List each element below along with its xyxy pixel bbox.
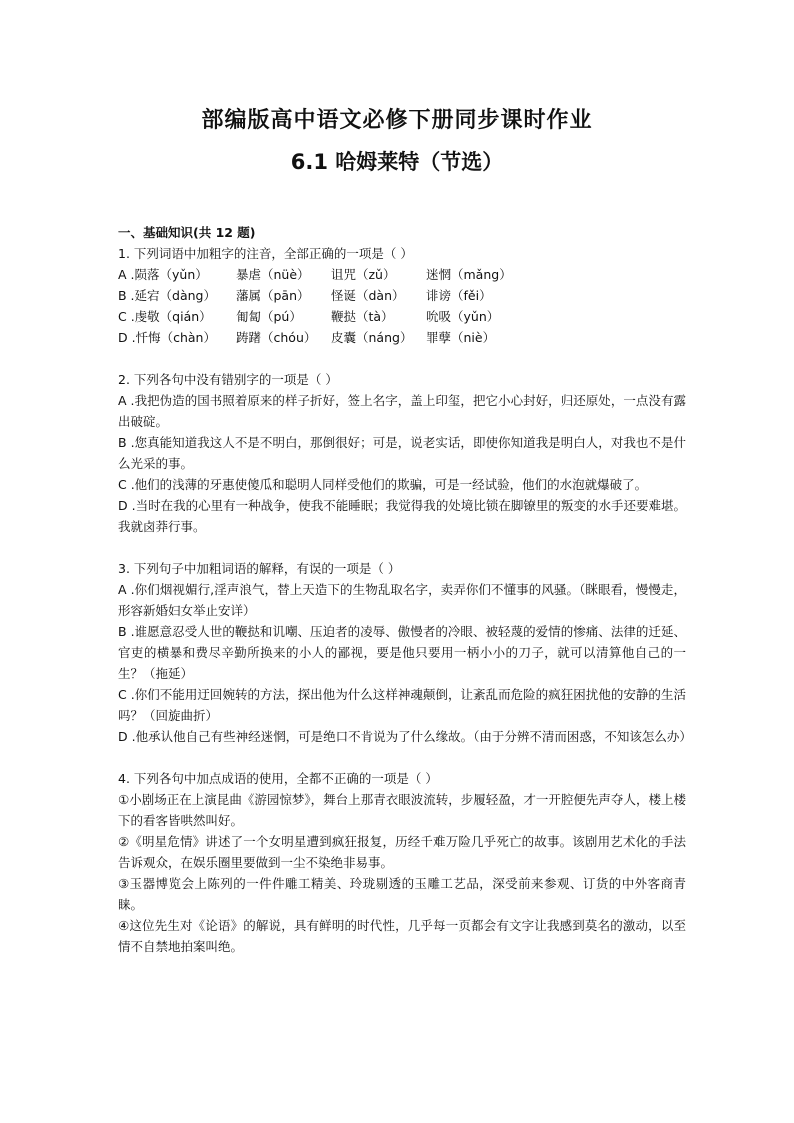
option-word: 藩属（pān） <box>236 288 310 303</box>
option-word: 迷惘（mǎng） <box>426 267 512 282</box>
option-word: 鞭挞（tà） <box>331 309 394 324</box>
option-word: 暴虐（nüè） <box>236 267 310 282</box>
question-4-item-4: ④这位先生对《论语》的解说，具有鲜明的时代性，几乎每一页都会有文字让我感到莫名的激动，以至情不自禁地拍案叫绝。 <box>118 918 686 954</box>
option-word: 吮吸（yǔn） <box>426 309 500 324</box>
option-word: 匍匐（pú） <box>236 309 302 324</box>
question-3-option-a: A .你们烟视媚行,淫声浪气，替上天造下的生物乱取名字，卖弄你们不懂事的风骚。（眯眼看，慢慢走，形容新婚妇女举止安详） <box>118 582 686 618</box>
option-word: A .陨落（yǔn） <box>118 267 208 282</box>
option-word: B .延宕（dàng） <box>118 288 216 303</box>
question-4-item-3: ③玉器博览会上陈列的一件件雕工精美、玲珑剔透的玉雕工艺品，深受前来参观、订货的中外客商青睐。 <box>118 876 686 912</box>
question-3 <box>118 558 692 747</box>
question-1-option-c <box>118 306 686 327</box>
question-1-stem: 1. 下列词语中加粗字的注音，全部正确的一项是（ ） <box>118 246 413 261</box>
question-1-option-d <box>118 327 686 348</box>
question-3-option-b: B .谁愿意忍受人世的鞭挞和讥嘲、压迫者的凌辱、傲慢者的冷眼、被轻蔑的爱情的惨痛、法律的迁延、官吏的横暴和费尽辛勤所换来的小人的鄙视，要是他只要用一柄小小的刀子，就可以清算他自己的一生？（拖延） <box>118 624 686 681</box>
question-2-option-d: D .当时在我的心里有一种战争，使我不能睡眠；我觉得我的处境比锁在脚镣里的叛变的水手还要难堪。我就卤莽行事。 <box>118 498 686 534</box>
question-2-stem: 2. 下列各句中没有错别字的一项是（ ） <box>118 372 338 387</box>
question-1-option-b <box>118 285 686 306</box>
question-3-option-c: C .你们不能用迂回婉转的方法，探出他为什么这样神魂颠倒，让紊乱而危险的疯狂困扰他的安静的生活吗？（回旋曲折） <box>118 687 686 723</box>
question-1 <box>118 243 686 348</box>
question-3-stem: 3. 下列句子中加粗词语的解释，有误的一项是（ ） <box>118 561 401 576</box>
question-4-stem: 4. 下列各句中加点成语的使用，全都不正确的一项是（ ） <box>118 771 438 786</box>
question-4-item-2: ②《明星危情》讲述了一个女明星遭到疯狂报复，历经千难万险几乎死亡的故事。该剧用艺术化的手法告诉观众，在娱乐圈里要做到一尘不染绝非易事。 <box>118 834 686 870</box>
option-word: 诽谤（fěi） <box>426 288 492 303</box>
section-heading: 一、基础知识(共 12 题) <box>118 225 256 240</box>
document-subtitle: 6.1 哈姆莱特（节选） <box>290 150 504 174</box>
option-word: 罪孽（niè） <box>426 330 496 345</box>
option-word: C .虔敬（qián） <box>118 309 212 324</box>
question-4-item-1: ①小剧场正在上演昆曲《游园惊梦》，舞台上那青衣眼波流转，步履轻盈，才一开腔便先声夺人，楼上楼下的看客皆哄然叫好。 <box>118 792 686 828</box>
question-3-option-d: D .他承认他自己有些神经迷惘，可是绝口不肯说为了什么缘故。（由于分辨不清而困惑，不知该怎么办） <box>118 729 692 744</box>
option-word: 诅咒（zǔ） <box>331 267 396 282</box>
option-word: 踌躇（chóu） <box>236 330 317 345</box>
option-word: 皮囊（náng） <box>331 330 413 345</box>
question-2 <box>118 369 686 537</box>
question-2-option-a: A .我把伪造的国书照着原来的样子折好，签上名字，盖上印玺，把它小心封好，归还原处，一点没有露出破碇。 <box>118 393 686 429</box>
question-4 <box>118 768 686 957</box>
option-word: D .忏悔（chàn） <box>118 330 216 345</box>
question-1-option-a <box>118 264 686 285</box>
question-2-option-c: C .他们的浅薄的牙惠使傻瓜和聪明人同样受他们的欺骗，可是一经试验，他们的水泡就爆破了。 <box>118 477 648 492</box>
document-title: 部编版高中语文必修下册同步课时作业 <box>201 108 593 133</box>
exercise-content <box>118 222 692 957</box>
question-2-option-b: B .您真能知道我这人不是不明白，那倒很好；可是，说老实话，即使你知道我是明白人，对我也不是什么光采的事。 <box>118 435 686 471</box>
option-word: 怪诞（dàn） <box>331 288 405 303</box>
